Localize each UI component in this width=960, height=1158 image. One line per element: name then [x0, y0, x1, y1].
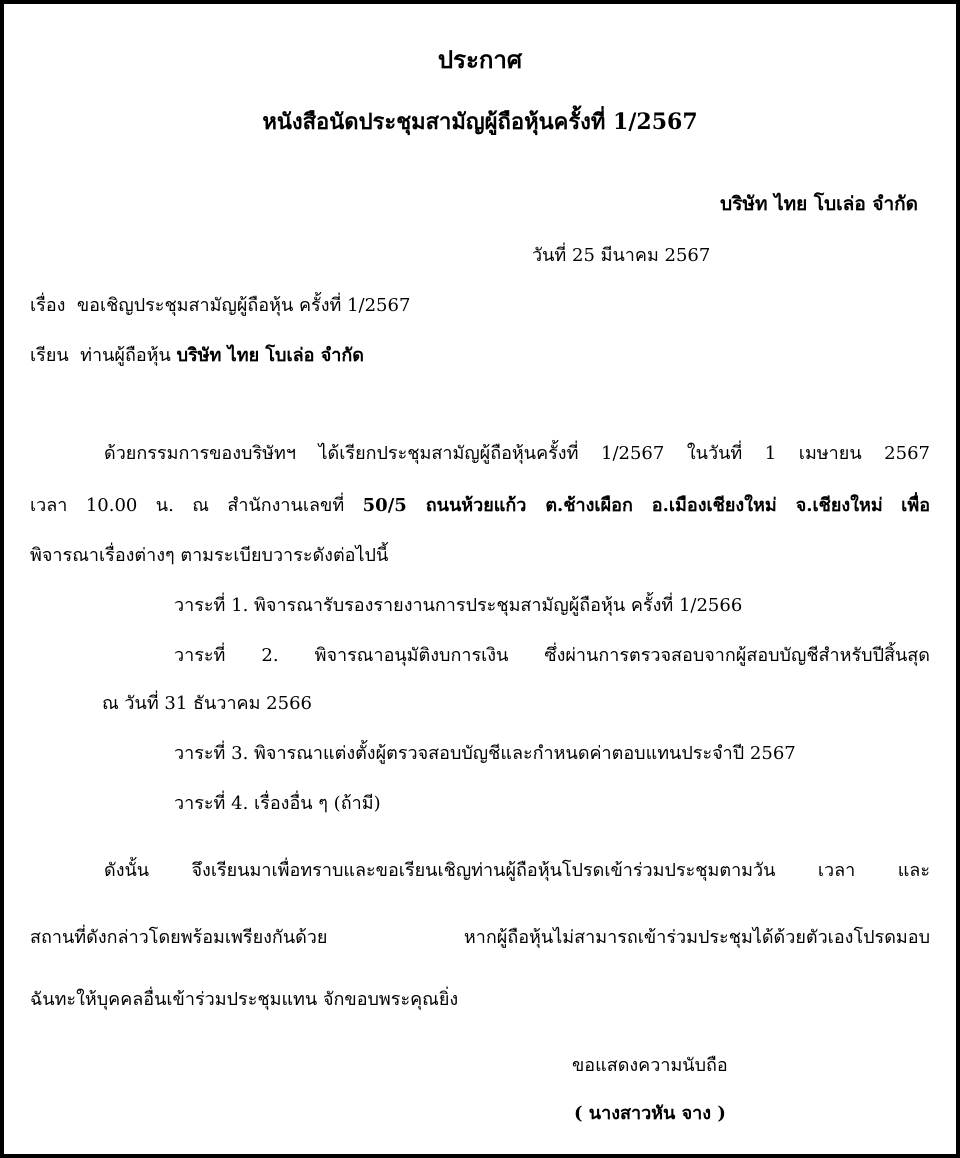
subject-label: เรื่อง	[30, 295, 66, 316]
agenda-item-3: วาระที่ 3. พิจารณาแต่งตั้งผู้ตรวจสอบบัญชีและกำหนดค่าตอบแทนประจำปี 2567	[174, 743, 796, 764]
agenda-item-2: วาระที่ 2. พิจารณาอนุมัติงบการเงิน ซึ่งผ่านการตรวจสอบจากผู้สอบบัญชีสำหรับปีสิ้นสุด	[174, 645, 930, 666]
paragraph-2-line-1: ดังนั้น จึงเรียนมาเพื่อทราบและขอเรียนเชิญท่านผู้ถือหุ้นโปรดเข้าร่วมประชุมตามวัน เวลา และ	[104, 860, 930, 881]
paragraph-1-line-2-end: เพื่อ	[901, 495, 930, 516]
closing-regards: ขอแสดงความนับถือ	[572, 1055, 728, 1076]
company-name: บริษัท ไทย โบเล่อ จำกัด	[720, 193, 918, 215]
meeting-address: 50/5 ถนนห้วยแก้ว ต.ช้างเผือก อ.เมืองเชียงใหม่ จ.เชียงใหม่	[362, 495, 883, 516]
paragraph-1-line-3: พิจารณาเรื่องต่างๆ ตามระเบียบวาระดังต่อไปนี้	[30, 545, 389, 566]
recipient-company: บริษัท ไทย โบเล่อ จำกัด	[176, 345, 364, 366]
document-subtitle: หนังสือนัดประชุมสามัญผู้ถือหุ้นครั้งที่ 1/2567	[262, 109, 698, 135]
agenda-item-1: วาระที่ 1. พิจารณารับรองรายงานการประชุมสามัญผู้ถือหุ้น ครั้งที่ 1/2566	[174, 595, 743, 616]
signature-name: ( นางสาวหัน จาง )	[574, 1103, 726, 1124]
paragraph-1-line-2	[30, 494, 930, 517]
recipient-text: ท่านผู้ถือหุ้น	[80, 345, 171, 366]
document-date: วันที่ 25 มีนาคม 2567	[532, 245, 711, 266]
subject-text: ขอเชิญประชุมสามัญผู้ถือหุ้น ครั้งที่ 1/2567	[76, 295, 411, 316]
meeting-time: เวลา 10.00 น. ณ สำนักงานเลขที่	[30, 495, 345, 516]
document-title: ประกาศ	[437, 45, 523, 74]
paragraph-1-line-1: ด้วยกรรมการของบริษัทฯ ได้เรียกประชุมสามัญผู้ถือหุ้นครั้งที่ 1/2567 ในวันที่ 1 เมษายน 2567	[104, 443, 930, 464]
recipient-label: เรียน	[30, 345, 69, 366]
subject-line	[30, 294, 410, 317]
paragraph-2-line-2: สถานที่ดังกล่าวโดยพร้อมเพรียงกันด้วย หากผู้ถือหุ้นไม่สามารถเข้าร่วมประชุมได้ด้วยตัวเองโปรดมอบ	[30, 927, 930, 948]
recipient-line	[30, 344, 364, 367]
paragraph-2-line-3: ฉันทะให้บุคคลอื่นเข้าร่วมประชุมแทน จักขอบพระคุณยิ่ง	[30, 989, 459, 1010]
agenda-item-2-continued: ณ วันที่ 31 ธันวาคม 2566	[102, 693, 312, 714]
agenda-item-4: วาระที่ 4. เรื่องอื่น ๆ (ถ้ามี)	[174, 793, 381, 814]
